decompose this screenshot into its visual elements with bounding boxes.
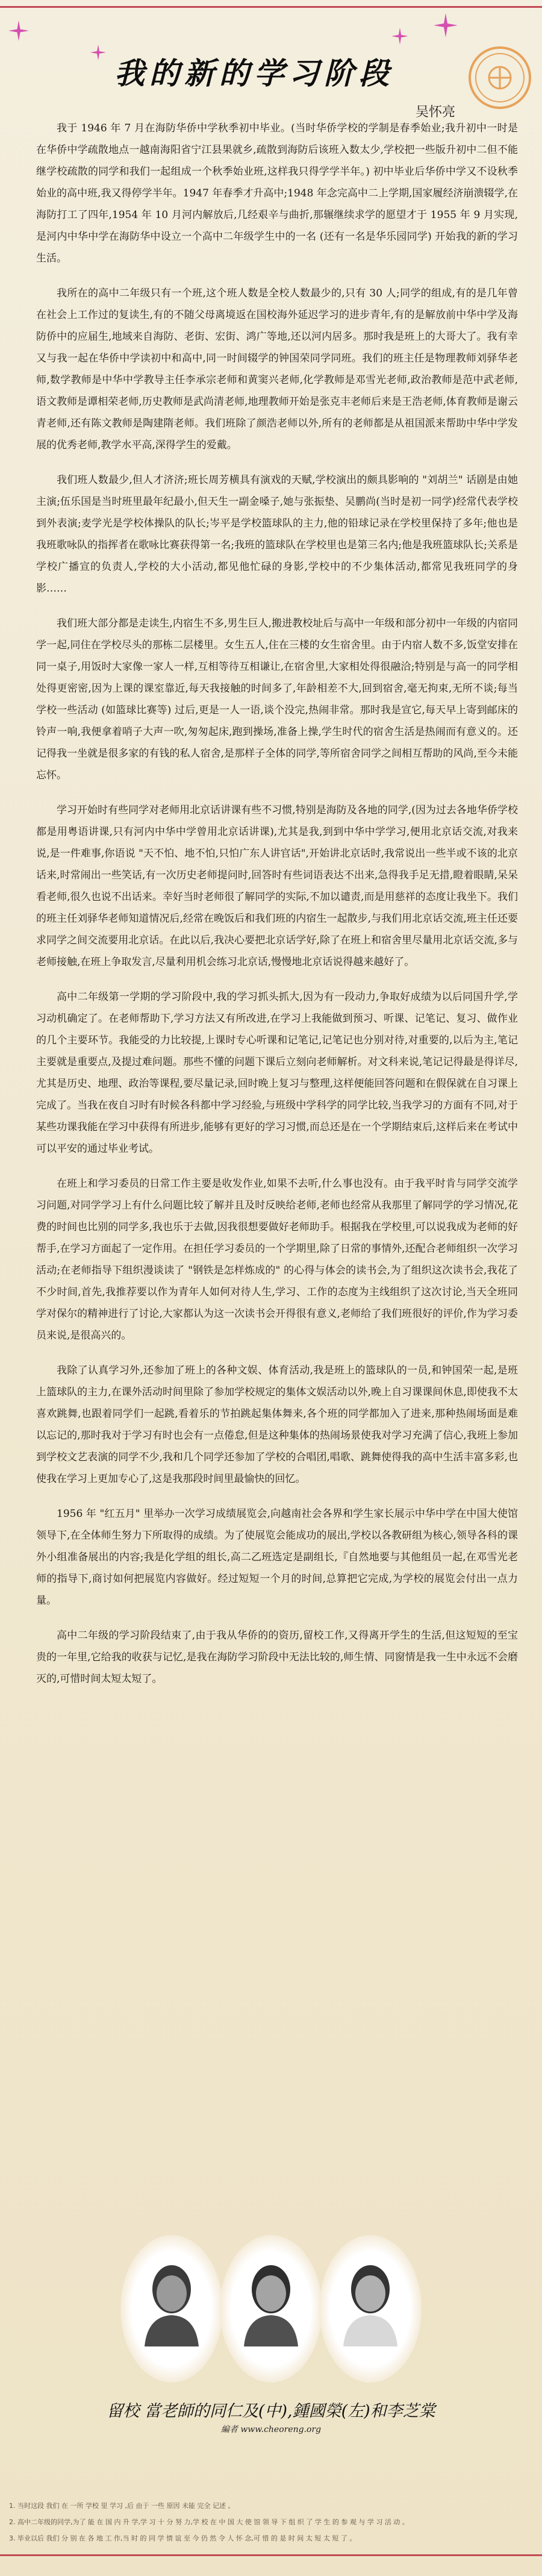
seal-icon xyxy=(467,45,533,111)
footnote: 1. 当时这段 我们 在 一所 学校 里 学习 ,后 由于 一些 原因 未能 完全 记述 。 xyxy=(9,2502,235,2510)
paragraph: 在班上和学习委员的日常工作主要是收发作业,如果不去听,什么事也没有。由于我平时肯与同学交流学习问题,对同学学习上有什么问题比较了解并且及时反映给老师,老师也经常从我那里了解同学的学习情况,花费的时间也比别的同学多,我也乐于去做,因我很想要做好老师助手。根据我在学校里,可以说我成为老师的好帮手,在学习方面起了一定作用。在担任学习委员的一个学期里,除了日常的事情外,还配合老师组织一次学习活动;在老师指导下组织漫谈读了 "钢铁是怎样炼成的" 的心得与体会的读书会,为了组织这次读书会,我花了不少时间,首先,我推荐要以作为青年人如何对待人生,学习、工作的态度为主线组织了这次讨论,当天全班同学对保尔的精神进行了讨论,大家都认为这一次读书会开得很有意义,老师给了我们班很好的评价,作为学习委员来说,是很高兴的。 xyxy=(36,1178,518,1342)
editor-credit: 編者 www.cheoreng.org xyxy=(220,2425,322,2434)
paragraph: 我们班大部分都是走读生,内宿生不多,男生巨人,搬进教校址后与高中一年级和部分初中一年级的内宿同学一起,同住在学校尽头的那栋二层楼里。女生五人,住在三楼的女生宿舍里。由于内宿人数不多,饭堂安排在同一桌子,用饭时大家像一家人一样,互相等待互相谦让,在宿舍里,大家相处得很融洽;特别是与高一的同学相处得更密密,因为上课的课室靠近,每天我接触的时间多了,年龄相差不大,回到宿舍,毫无拘束,无所不谈;每当学校一些活动 (如篮球比赛等) 过后,更是一人一语,谈个没完,热闹非常。那时我是宣它,每天早上寄到邮床的铃声一响,我便拿着哨子大声一吹,匆匆起床,跑到操场,准备上操,学生时代的宿舍生活是热闹而有意义的。还记得我一坐就是很多家的有钱的私人宿舍,是那样子全体的同学,等所宿舍同学之间相互帮助的风尚,至今未能忘怀。 xyxy=(36,617,518,781)
paragraph: 我除了认真学习外,还参加了班上的各种文娱、体育活动,我是班上的篮球队的一员,和钟国荣一起,是班上篮球队的主力,在课外活动时间里除了参加学校规定的集体文娱活动以外,晚上自习课课间休息,即使我不太喜欢跳舞,也跟着同学们一起跳,看着乐的节拍跳起集体舞来,各个班的同学都加入了进来,那种热闹场面是难以忘记的,那时我对于学习有时也会有一点倦怠,但是这种集体的热闹场景使我对学习充满了信心,我班上参加到学校文艺表演的同学不少,我和几个同学还参加了学校的合唱团,唱歌、跳舞使得我的高中生活丰富多彩,也使我在学习上更加专心了,这是我那段时间里最愉快的回忆。 xyxy=(36,1365,518,1485)
paragraph: 高中二年级第一学期的学习阶段中,我的学习抓头抓大,因为有一段动力,争取好成绩为以后同国升学,学习动机确定了。在老师帮助下,学习方法又有所改进,在学习上我能做到预习、听课、记笔记、复习、做作业的几个主要环节。我能受的力比较提,上课时专心听课和记笔记,记笔记也分别对待,对重要的,以后为主,笔记主要就是重要点,及提过难问题。那些不懂的问题下课后立刻向老师解析。对文科来说,笔记记得最是得详尽,尤其是历史、地理、政治等课程,要尽量记录,回时晚上复习与整理,这样便能回答问题和在假保就在自习课上完成了。当我在夜自习时有时候各科都中学习经验,与班级中学科学的同学比较,当我学习的方面有不同,对于某些功课我能在学习中获得有所进步,能够有更好的学习习惯,而总还是在一个学期结束后,这样后来在考试中可以平安的通过毕业考试。 xyxy=(36,991,518,1155)
sparkle-icon xyxy=(8,20,29,41)
paragraph: 我于 1946 年 7 月在海防华侨中学秋季初中毕业。(当时华侨学校的学制是春季始业;我升初中一时是在华侨中学疏散地点一越南海阳省宁江县果就乡,疏散到海防后该班入数太少,学校把一些版升初中二但不能继学校疏散的同学和我们一起组成一个秋季始业班,这样我只得学学半年。) 初中毕业后华侨中学又不设秋季始业的高中班,我又得停学半年。1947 年春季才升高中;1948 年念完高中二上学期,国家履经济崩溃辍学,在海防打工了四年,1954 年 10 月河内解放后,几经艰辛与曲折,那辗继续求学的愿望才于 1955 年 9 月实现,是河内中华中学在海防华中设立一个高中二年级学生中的一名 (还有一名是华乐园同学) 开始我的新的学习生活。 xyxy=(36,122,518,264)
portrait-photo-right xyxy=(319,2235,422,2383)
portrait-photo-center xyxy=(220,2235,322,2383)
article-title: 我的新的学习阶段 xyxy=(114,55,394,91)
top-rule xyxy=(0,6,542,8)
paragraph: 我所在的高中二年级只有一个班,这个班人数是全校人数最少的,只有 30 人;同学的组成,有的是几年曾在社会上工作过的复读生,有的不随父母离境返在国校海外延迟学习的进步青年,有的是解放前中华中学及海防侨中的应届生,地域来自海防、老街、宏街、鸿广等地,还以河内居多。那时我是班上的大哥大了。我有幸又与我一起在华侨中学读初中和高中,同一时间辍学的钟国荣同学同班。我们的班主任是物理教师刘驿华老师,数学教师是中华中学教导主任李承宗老师和黄窦兴老师,化学教师是邓雪光老师,政治教师是范中武老师,语文教师是谭相荣老师,历史教师是武尚清老师,地理教师开始是张克丰老师后来是王浩老师,体育教师是谢云青老师,还有陈文教师是陶建隋老师。我们班除了颜浩老师以外,所有的老师都是从祖国派来帮助中华中学发展的优秀老师,教学水平高,深得学生的爱戴。 xyxy=(36,287,518,451)
paragraph: 高中二年级的学习阶段结束了,由于我从华侨的的资历,留校工作,又得离开学生的生活,但这短短的至宝贵的一年里,它给我的收获与记忆,是我在海防学习阶段中无法比较的,师生情、同窗情是我一生中永远不会磨灭的,可惜时间太短太短了。 xyxy=(36,1630,518,1685)
author-name: 吴怀亮 xyxy=(416,105,456,120)
paragraph: 我们班人数最少,但人才济济;班长周芳横具有演戏的天赋,学校演出的颇具影响的 "刘胡兰" 话剧是由她主演;伍乐国是当时班里最年纪最小,但天生一副金嗓子,她与张振垫、吴鹏尚(当时是初一同学)经常代表学校到外表演;麦学光是学校体操队的队长;岑平是学校篮球队的主力,他的铅球记录在学校里保持了多年;他也是我班歌咏队的指挥者在歌咏比赛获得第一名;我班的篮球队在学校里也是第三名内;他是我班篮球队长;关系是学校广播宣的负责人,学校的大小活动,都见他忙碌的身影,学校中的不少集体活动,都常见我班同学的身影…… xyxy=(36,474,518,595)
bottom-rule xyxy=(0,2554,542,2556)
photo-caption: 留校 當老師的同仁及(中),鍾國榮(左)和李芝棠 xyxy=(107,2402,435,2421)
sparkle-icon xyxy=(391,28,408,45)
photo-strip xyxy=(0,2235,542,2416)
paragraph: 学习开始时有些同学对老师用北京话讲课有些不习惯,特别是海防及各地的同学,(因为过去各地华侨学校都是用粤语讲课,只有河内中华中学曾用北京话讲课),尤其是我,到到中华中学学习,便用北京话交流,对我来说,是一件难事,你语说 "天不怕、地不怕,只怕广东人讲官话",开始讲北京话时,我常说出一些半或不该的北京话来,时常闹出一些笑话,有一次历史老师提问时,回答时有些词语表达不出来,急得我手足无措,瞪着眼睛,呆呆看老师,很久也说不出话来。幸好当时老师很了解同学的实际,不加以谴责,而是用慈祥的态度让我坐下。我们的班主任刘驿华老师知道情况后,经常在晚饭后和我们班的内宿生一起散步,与我们用北京话交流,班主任还要求同学之间交流要用北京话。在此以后,我决心要把北京话学好,除了在班上和宿舍里尽量用北京话交流,多与老师接触,在班上争取发言,尽量利用机会练习北京话,慢慢地北京话说得越来越好了。 xyxy=(36,804,518,968)
article-header xyxy=(0,8,542,120)
footnote: 3. 毕业以后 我们 分 别 在 各 地 工 作,当 时 的 同 学 情 谊 至 今 仍 然 令 人 怀 念,可 惜 的 是 时 间 太 短 太 短 了 。 xyxy=(9,2534,357,2542)
portrait-photo-left xyxy=(120,2235,223,2383)
sparkle-icon xyxy=(90,45,106,60)
article-body xyxy=(36,117,518,1703)
footnote: 2. 高中二年级的同学,为了 能 在 国 内 升 学,学 习 十 分 努 力,学 校 在 中 国 大 使 馆 领 导 下 组 织 了 学 生 的 参 观 与 学 习 活 动 。 xyxy=(9,2518,409,2526)
paragraph: 1956 年 "红五月" 里举办一次学习成绩展览会,向越南社会各界和学生家长展示中华中学在中国大使馆领导下,在全体师生努力下所取得的成绩。为了使展览会能成功的展出,学校以各教研组为核心,领导各科的课外小组准备展出的内容;我是化学组的组长,高二乙班选定是副组长,『自然地要与其他组员一起,在邓雪光老师的指导下,商讨如何把展览内容做好。经过短短一个月的时间,总算把它完成,为学校的展览会付出一点力量。 xyxy=(36,1508,518,1607)
footnotes xyxy=(9,2498,533,2546)
sparkle-icon xyxy=(434,13,458,37)
